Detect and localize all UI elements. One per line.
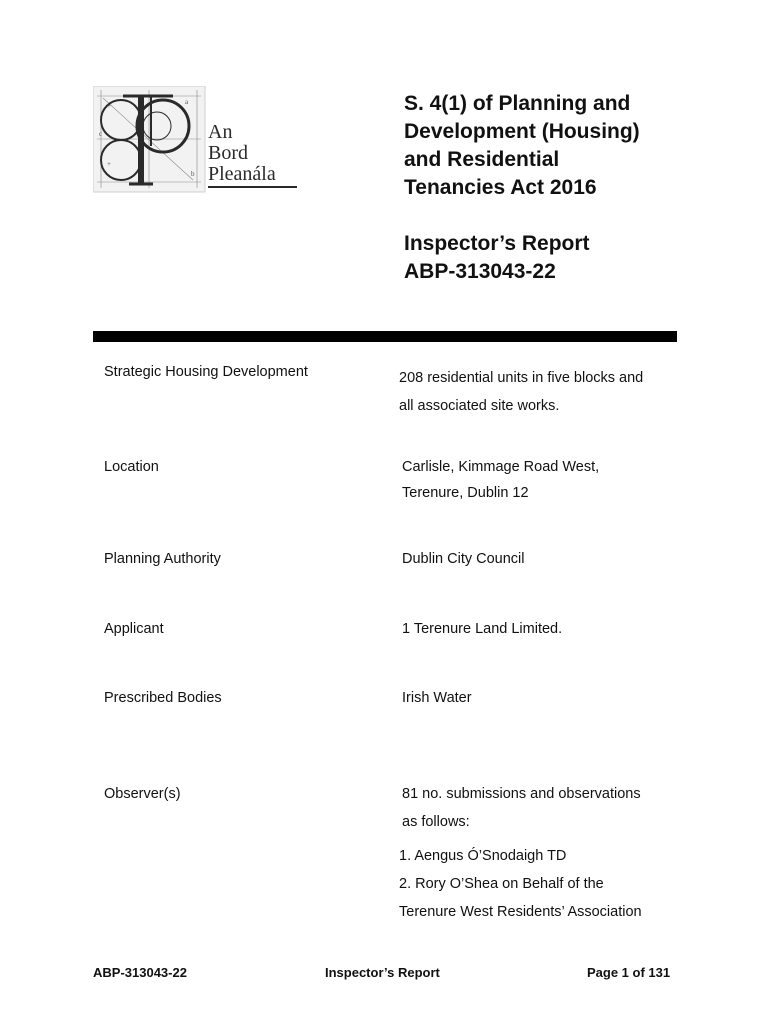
- footer-page-number: Page 1 of 131: [587, 965, 671, 980]
- svg-text:+: +: [107, 160, 111, 168]
- label-prescribed-bodies: Prescribed Bodies: [104, 690, 222, 706]
- value-line: Irish Water: [402, 690, 472, 706]
- value-line: Terenure, Dublin 12: [402, 485, 529, 501]
- svg-text:b: b: [191, 170, 195, 178]
- value-line: 208 residential units in five blocks and: [399, 370, 644, 386]
- value-line: 81 no. submissions and observations: [402, 786, 641, 802]
- act-title-line-4: Tenancies Act 2016: [404, 176, 597, 199]
- svg-text:+: +: [107, 102, 111, 110]
- list-item: 1. Aengus Ó’Snodaigh TD: [399, 848, 567, 864]
- act-title-line-2: Development (Housing): [404, 120, 640, 143]
- label-location: Location: [104, 459, 159, 475]
- report-title: Inspector’s Report: [404, 232, 590, 255]
- value-line: as follows:: [402, 814, 470, 830]
- list-item: 2. Rory O’Shea on Behalf of the: [399, 876, 604, 892]
- act-title: [404, 90, 734, 202]
- logo-word-bord: Bord: [208, 142, 248, 164]
- value-line: 1 Terenure Land Limited.: [402, 621, 563, 637]
- report-reference: ABP-313043-22: [404, 260, 556, 283]
- value-location: [402, 454, 599, 506]
- footer-doc-title: Inspector’s Report: [325, 965, 440, 980]
- value-applicant: [402, 615, 562, 643]
- logo-underline: [208, 186, 297, 188]
- header-divider: [93, 331, 677, 342]
- observers-list: [399, 842, 642, 926]
- label-applicant: Applicant: [104, 621, 164, 637]
- list-item: Terenure West Residents’ Association: [399, 904, 642, 920]
- report-title-block: [404, 230, 590, 286]
- act-title-line-1: S. 4(1) of Planning and: [404, 92, 631, 115]
- value-line: Dublin City Council: [402, 551, 525, 567]
- logo-wordmark: [208, 122, 276, 185]
- logo-word-an: An: [208, 121, 233, 143]
- svg-text:a: a: [185, 98, 189, 106]
- value-prescribed-bodies: [402, 684, 472, 712]
- value-observers: [402, 780, 641, 836]
- label-strategic-housing: Strategic Housing Development: [104, 364, 308, 380]
- svg-text:c: c: [99, 130, 103, 138]
- value-strategic-housing: [399, 364, 643, 420]
- value-line: Carlisle, Kimmage Road West,: [402, 459, 600, 475]
- value-planning-authority: [402, 545, 525, 573]
- logo-word-pleanala: Pleanála: [208, 163, 276, 185]
- act-title-line-3: and Residential: [404, 148, 560, 171]
- label-observers: Observer(s): [104, 786, 181, 802]
- label-planning-authority: Planning Authority: [104, 551, 221, 567]
- value-line: all associated site works.: [399, 398, 560, 414]
- footer-reference: ABP-313043-22: [93, 965, 187, 980]
